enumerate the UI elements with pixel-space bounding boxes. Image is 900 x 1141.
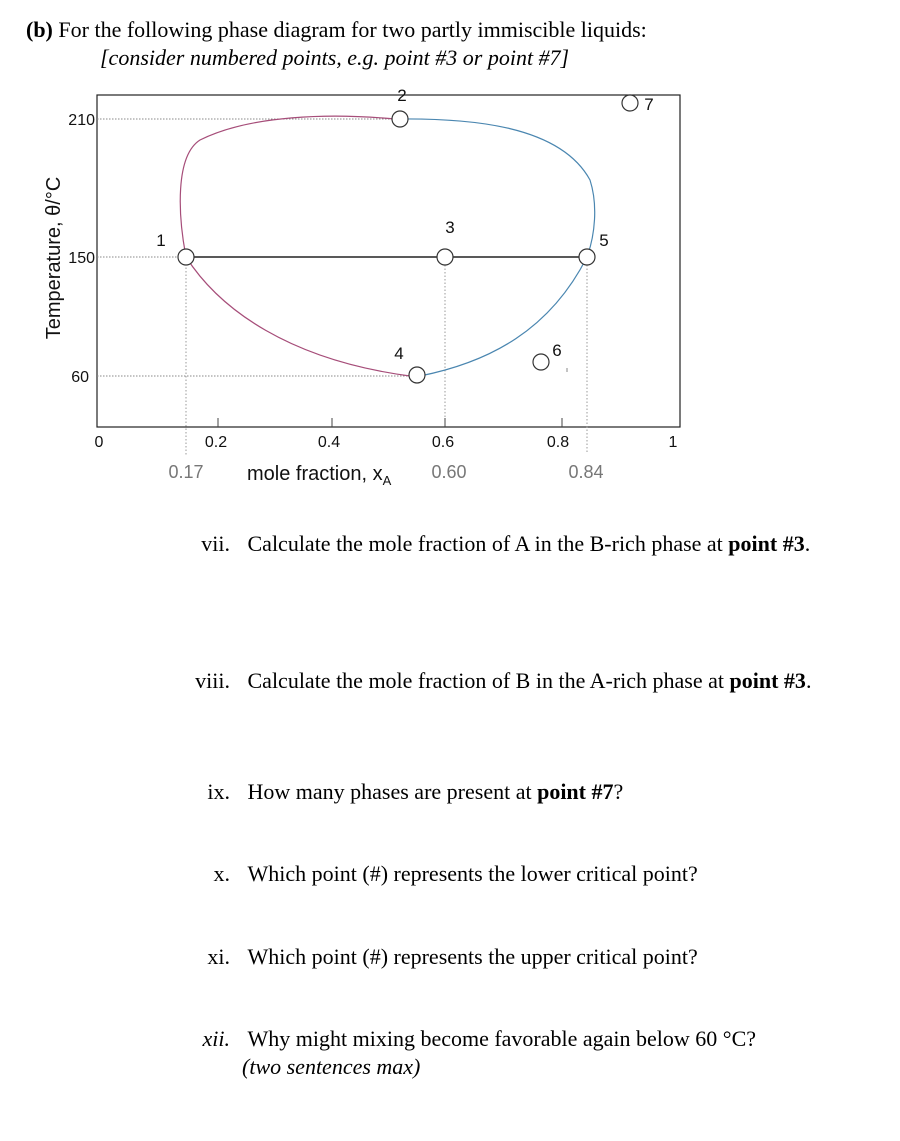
- point-1-label: 1: [156, 231, 166, 250]
- x-axis-label-subscript: A: [382, 473, 392, 488]
- question-text-post: ?: [613, 779, 624, 804]
- point-5-label: 5: [599, 231, 609, 250]
- question-text-pre: Calculate the mole fraction of B in the A-rich phase at: [247, 668, 730, 693]
- question-text: [248, 778, 624, 806]
- question-number: ix.: [207, 779, 230, 804]
- question-text-pre: How many phases are present at: [247, 779, 538, 804]
- question-number: xi.: [207, 944, 230, 969]
- question-text: Which point (#) represents the lower critical point?: [247, 861, 698, 886]
- point-3-label: 3: [445, 218, 455, 237]
- question-text-pre: Calculate the mole fraction of A in the B-rich phase at: [247, 531, 729, 556]
- question-number: x.: [213, 861, 230, 886]
- y-tick-label: 210: [68, 112, 95, 129]
- heading-note: [consider numbered points, e.g. point #3 or point #7]: [100, 45, 570, 70]
- question-x: [192, 860, 698, 888]
- point-5-marker: [579, 249, 595, 265]
- question-xi: [192, 943, 698, 971]
- question-viii: [186, 667, 811, 695]
- y-axis-label: Temperature, θ/°C: [43, 176, 65, 340]
- x-tick-label: 0.6: [431, 434, 455, 451]
- question-number: viii.: [195, 668, 230, 693]
- point-1-marker: [178, 249, 194, 265]
- question-xii-note: (two sentences max): [242, 1054, 421, 1079]
- x-tick-label: 0.8: [546, 434, 570, 451]
- question-text: Why might mixing become favorable again below 60 °C?: [247, 1026, 757, 1051]
- question-number: vii.: [201, 531, 230, 556]
- point-7-label: 7: [644, 95, 654, 114]
- curve-right-branch: [395, 119, 595, 376]
- phase-diagram: [0, 0, 900, 500]
- x-tick-label: 0: [94, 434, 104, 451]
- marked-x-value: 0.84: [568, 462, 604, 482]
- question-text: [248, 530, 811, 558]
- point-6-label: 6: [552, 341, 562, 360]
- question-text-post: .: [805, 668, 812, 693]
- question-text-bold: point #3: [728, 531, 805, 556]
- x-axis-label-main: mole fraction, x: [247, 463, 383, 485]
- x-tick-label: 1: [668, 434, 678, 451]
- x-axis-label: [247, 463, 392, 488]
- point-2-label: 2: [397, 86, 407, 105]
- part-label: (b): [26, 17, 53, 42]
- y-tick-label: 60: [71, 369, 89, 386]
- question-number: xii.: [202, 1026, 230, 1051]
- marked-x-value: 0.60: [431, 462, 467, 482]
- point-6-marker: [533, 354, 549, 370]
- heading-text: For the following phase diagram for two partly immiscible liquids:: [58, 17, 647, 42]
- x-tick-label: 0.4: [317, 434, 341, 451]
- point-4-marker: [409, 367, 425, 383]
- point-3-marker: [437, 249, 453, 265]
- question-text-bold: point #7: [537, 779, 614, 804]
- question-text-post: .: [804, 531, 811, 556]
- marked-x-value: 0.17: [168, 462, 204, 482]
- x-tick-label: 0.2: [204, 434, 228, 451]
- y-tick-label: 150: [68, 250, 95, 267]
- question-text: Which point (#) represents the upper critical point?: [247, 944, 698, 969]
- question-text: [248, 667, 812, 695]
- point-2-marker: [392, 111, 408, 127]
- point-7-marker: [622, 95, 638, 111]
- point-4-label: 4: [394, 344, 404, 363]
- question-vii: [192, 530, 810, 558]
- question-xii: [192, 1025, 756, 1053]
- curve-left-branch: [180, 116, 410, 376]
- question-text-bold: point #3: [729, 668, 806, 693]
- question-ix: [192, 778, 623, 806]
